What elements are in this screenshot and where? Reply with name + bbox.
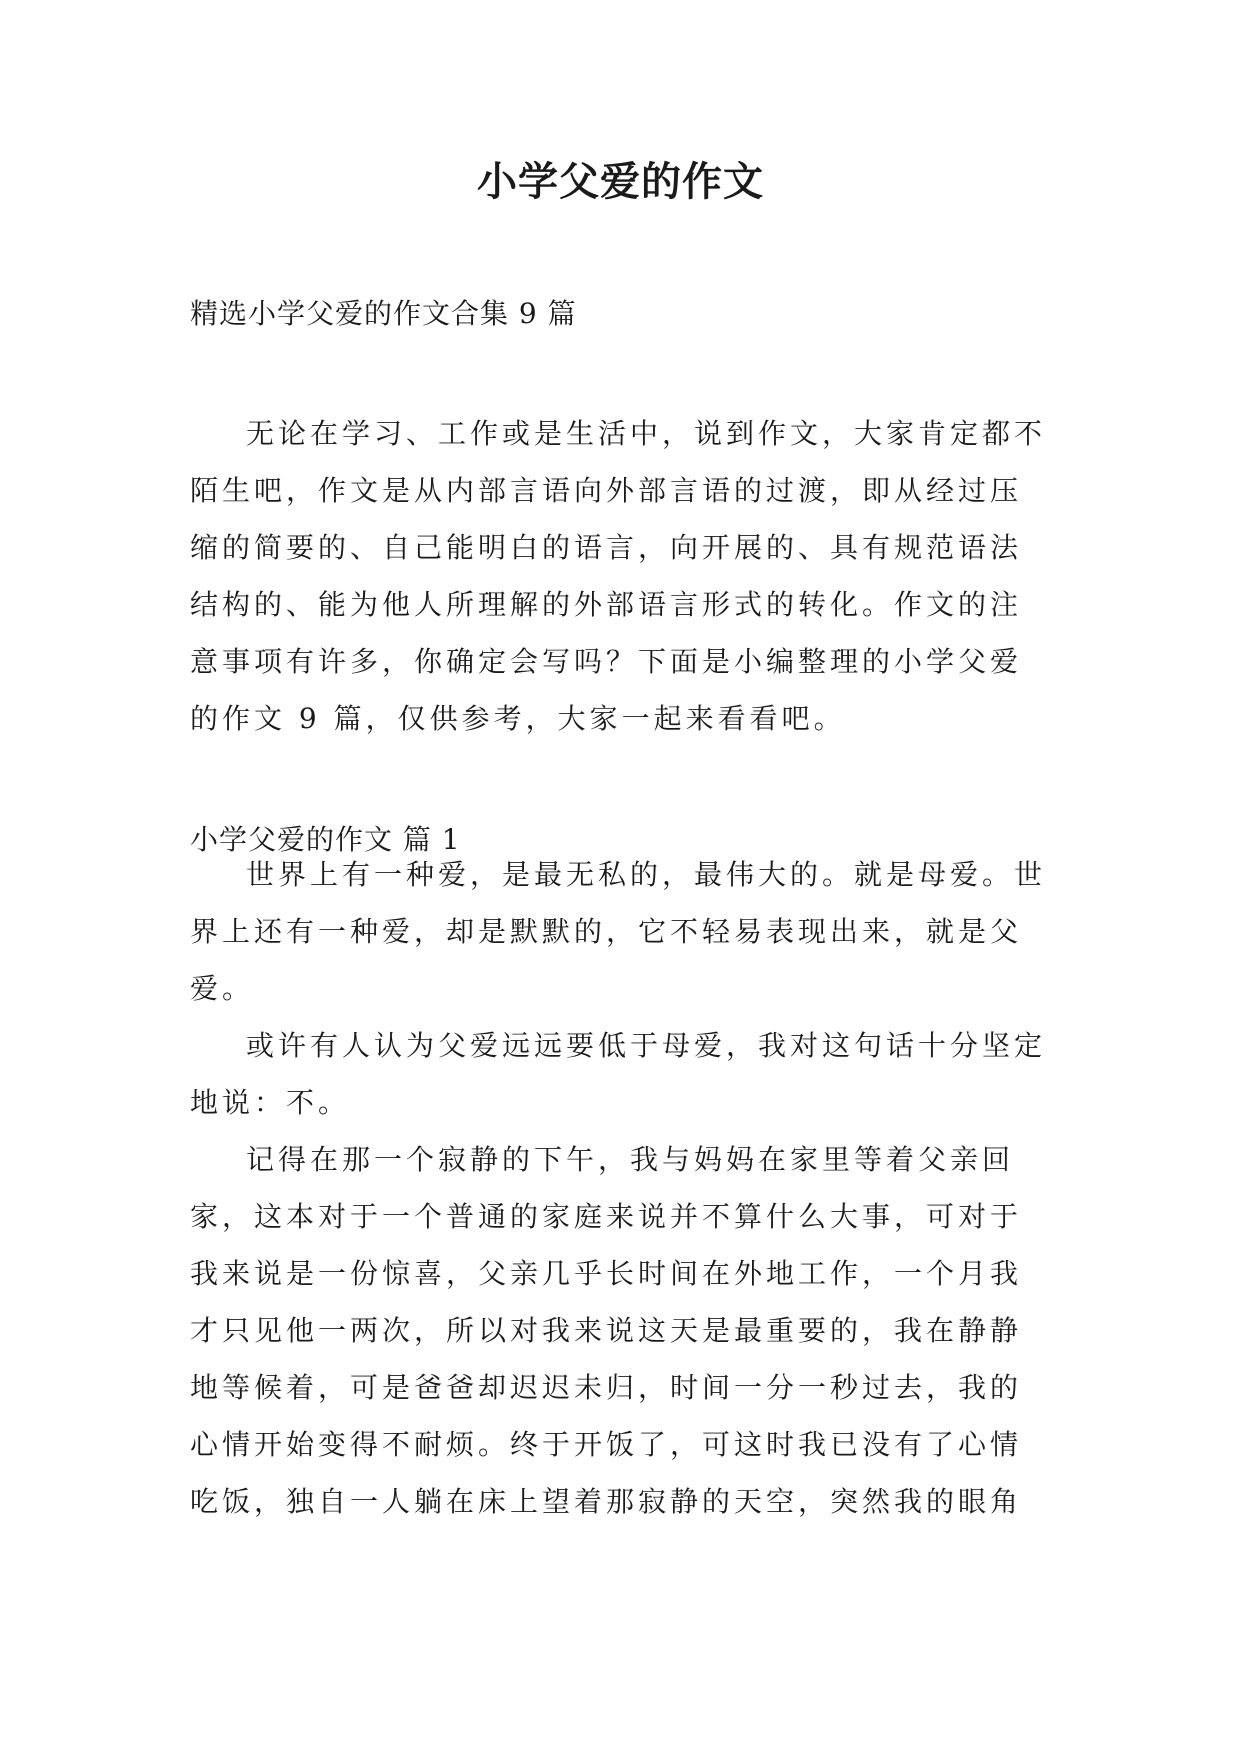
intro-section [190,405,1050,747]
section-body [190,846,1050,1530]
section-heading: 小学父爱的作文 篇 1 [190,823,461,856]
body-paragraph: 或许有人认为父爱远远要低于母爱，我对这句话十分坚定地说：不。 [190,1029,1047,1119]
body-paragraph: 记得在那一个寂静的下午，我与妈妈在家里等着父亲回家，这本对于一个普通的家庭来说并不算什么大事，可对于我来说是一份惊喜，父亲几乎长时间在外地工作，一个月我才只见他一两次，所以对我来说这天是最重要的，我在静静地等候着，可是爸爸却迟迟未归，时间一分一秒过去，我的心情开始变得不耐烦。终于开饭了，可这时我已没有了心情吃饭，独自一人躺在床上望着那寂静的天空，突然我的眼角 [190,1143,1023,1518]
body-paragraph: 世界上有一种爱，是最无私的，最伟大的。就是母爱。世界上还有一种爱，却是默默的，它不轻易表现出来，就是父爱。 [190,858,1047,1005]
intro-paragraph: 无论在学习、工作或是生活中，说到作文，大家肯定都不陌生吧，作文是从内部言语向外部言语的过渡，即从经过压缩的简要的、自己能明白的语言，向开展的、具有规范语法结构的、能为他人所理解的外部语言形式的转化。作文的注意事项有许多，你确定会写吗？下面是小编整理的小学父爱的作文 9 篇，仅供参考，大家一起来看看吧。 [190,417,1047,735]
document-title: 小学父爱的作文 [477,158,764,205]
document-subtitle: 精选小学父爱的作文合集 9 篇 [190,297,577,330]
